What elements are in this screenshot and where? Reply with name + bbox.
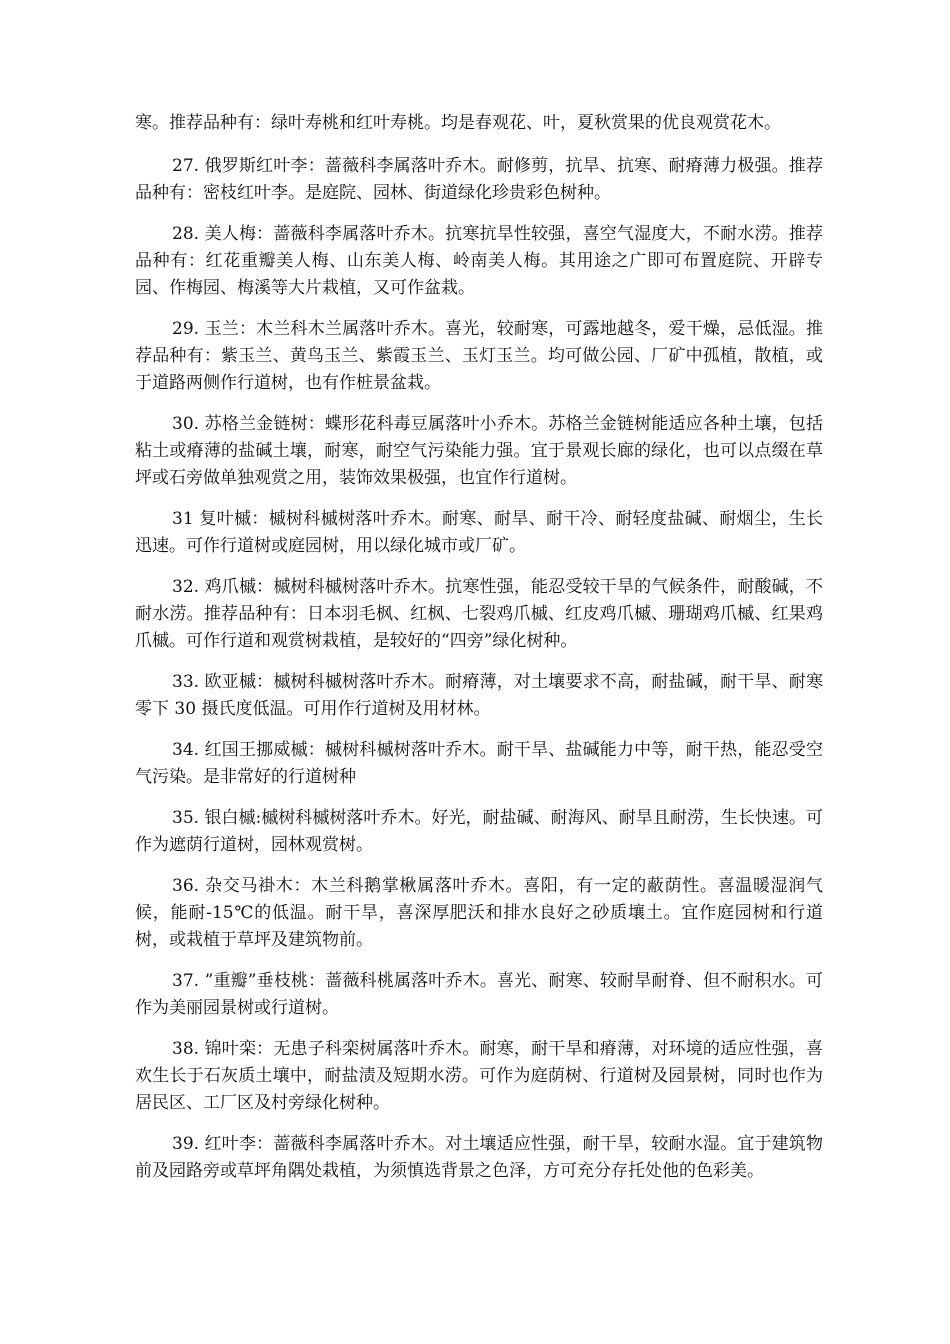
paragraph-item-39: 39. 红叶李：蔷薇科李属落叶乔木。对土壤适应性强，耐干旱，较耐水湿。宜于建筑物前及园路旁或草坪角隅处栽植，为须慎选背景之色泽，方可充分存托处他的色彩美。 <box>135 1134 823 1181</box>
paragraph-item-35: 35. 银白槭:槭树科槭树落叶乔木。好光，耐盐碱、耐海风、耐旱且耐涝，生长快速。可作为遮荫行道树，园林观赏树。 <box>135 808 823 855</box>
paragraph-item-36: 36. 杂交马褂木：木兰科鹅掌楸属落叶乔木。喜阳，有一定的蔽荫性。喜温暖湿润气候，能耐-15℃的低温。耐干旱，喜深厚肥沃和排水良好之砂质壤土。宜作庭园树和行道树，或栽植于草坪及建筑物前。 <box>135 876 823 950</box>
paragraph-item-28: 28. 美人梅：蔷薇科李属落叶乔木。抗寒抗旱性较强，喜空气湿度大，不耐水涝。推荐品种有：红花重瓣美人梅、山东美人梅、岭南美人梅。其用途之广即可布置庭院、开辟专园、作梅园、梅溪等大片栽植，又可作盆栽。 <box>135 224 823 298</box>
paragraph-item-37: 37. ”重瓣”垂枝桃：蔷薇科桃属落叶乔木。喜光、耐寒、较耐旱耐脊、但不耐积水。可作为美丽园景树或行道树。 <box>135 971 823 1018</box>
document-page <box>135 110 823 1199</box>
paragraph-item-31: 31 复叶槭：槭树科槭树落叶乔木。耐寒、耐旱、耐干冷、耐轻度盐碱、耐烟尘，生长迅速。可作行道树或庭园树，用以绿化城市或厂矿。 <box>135 509 823 556</box>
paragraph-item-27: 27. 俄罗斯红叶李：蔷薇科李属落叶乔木。耐修剪，抗旱、抗寒、耐瘠薄力极强。推荐品种有：密枝红叶李。是庭院、园林、街道绿化珍贵彩色树种。 <box>135 156 823 203</box>
paragraph-item-38: 38. 锦叶栾：无患子科栾树属落叶乔木。耐寒，耐干旱和瘠薄，对环境的适应性强，喜欢生长于石灰质土壤中，耐盐渍及短期水涝。可作为庭荫树、行道树及园景树，同时也作为居民区、工厂区及村旁绿化树种。 <box>135 1039 823 1113</box>
paragraph-item-33: 33. 欧亚槭：槭树科槭树落叶乔木。耐瘠薄，对土壤要求不高，耐盐碱，耐干旱、耐寒零下 30 摄氏度低温。可用作行道树及用材林。 <box>135 672 823 719</box>
paragraph-item-32: 32. 鸡爪槭：槭树科槭树落叶乔木。抗寒性强，能忍受较干旱的气候条件，耐酸碱，不耐水涝。推荐品种有：日本羽毛枫、红枫、七裂鸡爪槭、红皮鸡爪槭、珊瑚鸡爪槭、红果鸡爪槭。可作行道和观赏树栽植，是较好的“四旁”绿化树种。 <box>135 577 823 651</box>
paragraph-item-30: 30. 苏格兰金链树：蝶形花科毒豆属落叶小乔木。苏格兰金链树能适应各种土壤，包括粘土或瘠薄的盐碱土壤，耐寒，耐空气污染能力强。宜于景观长廊的绿化，也可以点缀在草坪或石旁做单独观赏之用，装饰效果极强，也宜作行道树。 <box>135 414 823 488</box>
paragraph-item-29: 29. 玉兰：木兰科木兰属落叶乔木。喜光，较耐寒，可露地越冬，爱干燥，忌低湿。推荐品种有：紫玉兰、黄鸟玉兰、紫霞玉兰、玉灯玉兰。均可做公园、厂矿中孤植，散植，或于道路两侧作行道树，也有作桩景盆栽。 <box>135 319 823 393</box>
paragraph-continuation: 寒。推荐品种有：绿叶寿桃和红叶寿桃。均是春观花、叶，夏秋赏果的优良观赏花木。 <box>135 113 781 133</box>
paragraph-item-34: 34. 红国王挪威槭：槭树科槭树落叶乔木。耐干旱、盐碱能力中等，耐干热，能忍受空气污染。是非常好的行道树种 <box>135 740 823 787</box>
